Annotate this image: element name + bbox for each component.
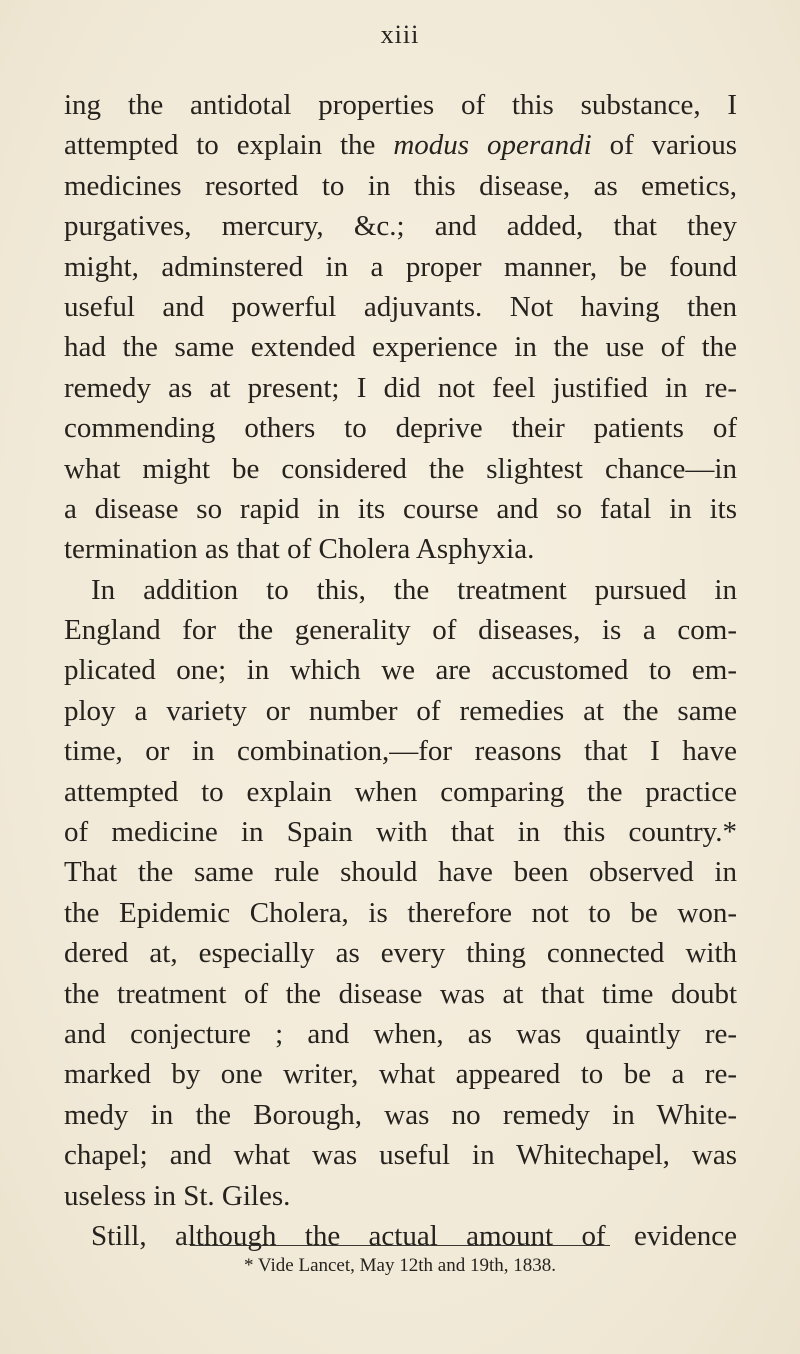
page-number: xiii (380, 20, 420, 49)
text-line: England for the generality of diseases, is a com- (64, 614, 737, 647)
text-line: the Epidemic Cholera, is therefore not to be won- (64, 896, 737, 929)
text-line: termination as that of Cholera Asphyxia. (64, 533, 535, 566)
text-line: remedy as at present; I did not feel justified in re- (64, 371, 737, 404)
text-line: had the same extended experience in the use of the (64, 331, 737, 364)
text-line: attempted to explain when comparing the practice (64, 775, 737, 808)
text-line: ing the antidotal properties of this substance, I (64, 89, 737, 121)
body-text (64, 85, 737, 1256)
text-line: dered at, especially as every thing connected with (64, 937, 737, 970)
text-line: the treatment of the disease was at that time doubt (64, 977, 737, 1010)
footnote-rule (190, 1245, 610, 1246)
text-line: Still, although the actual amount of evidence (91, 1219, 737, 1252)
text-line: of medicine in Spain with that in this country.* (64, 816, 737, 849)
text-line: useless in St. Giles. (64, 1179, 291, 1212)
text-line: commending others to deprive their patients of (64, 412, 737, 445)
footnote: * Vide Lancet, May 12th and 19th, 1838. (244, 1255, 556, 1276)
text-line: a disease so rapid in its course and so fatal in its (64, 492, 737, 525)
text-line: useful and powerful adjuvants. Not having then (64, 290, 737, 323)
text-line: time, or in combination,—for reasons that I have (64, 735, 737, 768)
text-line: might, adminstered in a proper manner, be found (64, 250, 737, 283)
text-line: purgatives, mercury, &c.; and added, that they (64, 210, 737, 243)
italic-phrase: modus operandi (393, 129, 592, 162)
text-line: what might be considered the slightest chance—in (64, 452, 737, 485)
text-line: plicated one; in which we are accustomed to em- (64, 654, 737, 687)
text-line: That the same rule should have been observed in (64, 856, 737, 889)
text-line: chapel; and what was useful in Whitechapel, was (64, 1139, 737, 1172)
text-line: medy in the Borough, was no remedy in White- (64, 1098, 737, 1131)
text-line: medicines resorted to in this disease, as emetics, (64, 169, 737, 202)
text-line: attempted to explain the modus operandi of various (64, 129, 738, 162)
text-line: In addition to this, the treatment pursued in (91, 573, 737, 606)
text-line: and conjecture ; and when, as was quaintly re- (64, 1017, 737, 1050)
text-line: ploy a variety or number of remedies at the same (64, 694, 737, 727)
text-line: marked by one writer, what appeared to be a re- (64, 1058, 737, 1091)
